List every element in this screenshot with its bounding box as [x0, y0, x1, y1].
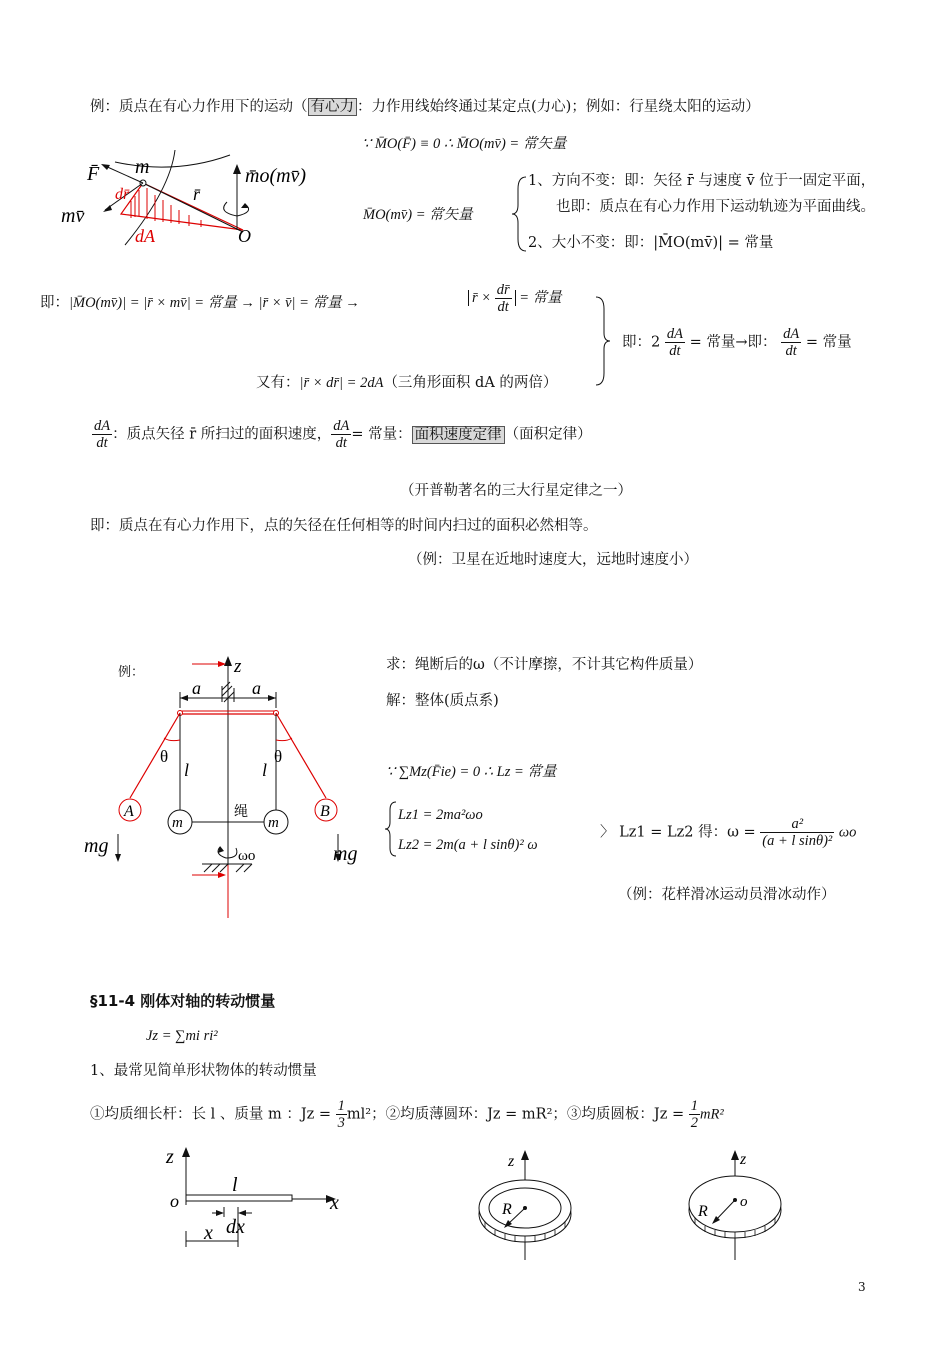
one-third-frac	[336, 1098, 347, 1131]
rod-text: ①均质细长杆：长 l 、质量 m ：Jz =	[90, 1106, 332, 1123]
case1-line2: 也即：质点在有心力作用下运动轨迹为平面曲线。	[556, 199, 875, 215]
one-third-den: 3	[337, 1115, 345, 1131]
dt-den-3: dt	[96, 435, 108, 451]
B-label: B	[320, 803, 330, 820]
example2-question: 求：绳断后的ω（不计摩擦，不计其它构件质量）	[386, 657, 703, 673]
a-right-label: a	[252, 678, 261, 698]
omega-label: ωo	[238, 848, 256, 864]
central-force-diagram	[55, 150, 355, 260]
area-law-note: （面积定律）	[504, 426, 592, 443]
derivation-line2	[256, 374, 557, 392]
intro-suffix: ：力作用线始终通过某定点(力心)；例如：行星绕太阳的运动）	[357, 99, 760, 115]
dA-label: dA	[135, 226, 155, 246]
dr-label: dr̄	[115, 186, 130, 203]
area-law-highlight: 面积速度定律	[412, 426, 505, 444]
dA-num-4: dA	[333, 418, 350, 434]
l-right-label: l	[262, 760, 268, 780]
youyou-prefix: 又有：	[256, 375, 300, 391]
disk-z-label: z	[740, 1151, 747, 1168]
triangle-note: （三角形面积 dA 的两倍）	[383, 375, 558, 391]
dt-den-1: dt	[669, 343, 681, 359]
central-force-highlight: 有心力	[308, 98, 358, 116]
example2-formula1: ∵ ∑Mz(F̄ie) = 0 ∴ Lz = 常量	[386, 764, 557, 780]
brace-lhs: M̄O(mv̄) = 常矢量	[363, 207, 473, 223]
example2-result	[600, 816, 856, 849]
rod-o-label: o	[170, 1191, 179, 1211]
disk-diagram	[680, 1148, 800, 1263]
magnitude-chain: |M̄O(mv̄)| = |r̄ × mv̄| = 常量 → |r̄ × v̄| = 常量 →	[69, 295, 360, 311]
omega-frac-num: a²	[760, 816, 834, 833]
disk-o-label: o	[740, 1194, 748, 1210]
rxdr-over-dt	[468, 282, 562, 315]
skating-note: （例：花样滑冰运动员滑冰动作）	[618, 887, 836, 903]
lz2-formula: Lz2 = 2m(a + l sinθ)² ω	[398, 837, 538, 853]
a-left-label: a	[192, 678, 201, 698]
section-title: §11-4 刚体对轴的转动惯量	[90, 992, 276, 1010]
case1-line1: 1、方向不变：即：矢径 r̄ 与速度 v̄ 位于一固定平面，	[528, 173, 876, 189]
satellite-note: （例：卫星在近地时速度大，远地时速度小）	[408, 552, 698, 568]
two-prefix: 即：2	[622, 334, 661, 351]
area-velocity-text: ：质点矢径 r̄ 所扫过的面积速度，	[112, 426, 332, 443]
equals-const: = 常量	[519, 289, 562, 306]
omega-frac	[760, 816, 834, 849]
rope-label: 绳	[234, 805, 248, 820]
l-left-label: l	[184, 760, 190, 780]
A-label: A	[124, 803, 134, 820]
dA-dt-frac-3	[92, 418, 112, 451]
dr-dt-frac	[495, 282, 512, 315]
ring-R-label: R	[502, 1201, 512, 1218]
theta-right-label: θ	[274, 747, 283, 766]
example2-label: 例：	[118, 665, 145, 680]
abs-rx-frac: r̄ × $\frac{dr̄}{dt}$	[468, 290, 516, 306]
left-brace	[510, 175, 530, 253]
dA-dt-frac-2	[781, 326, 801, 359]
area-law-line	[92, 418, 592, 451]
page-number: 3	[858, 1280, 866, 1294]
derivation-line1	[40, 294, 360, 312]
dr-num: dr̄	[496, 282, 510, 298]
const-end: = 常量	[805, 334, 852, 351]
lz-brace	[384, 800, 398, 858]
momentum-formula: ∵ M̄O(F̄) ≡ 0 ∴ M̄O(mv̄) = 常矢量	[362, 136, 567, 152]
mass-label: m	[135, 156, 150, 178]
momentum-label: mv̄	[61, 205, 85, 227]
one-half-den: 2	[690, 1115, 698, 1131]
rotating-frame-diagram	[80, 650, 375, 925]
one-half-frac	[689, 1098, 700, 1131]
jz-formula: Jz = ∑mi ri²	[146, 1028, 218, 1044]
dt-den: dt	[497, 299, 509, 315]
m-right-label: m	[268, 815, 279, 831]
angular-momentum-label: m̄o(mv̄)	[245, 165, 307, 187]
rod-dx-label: dx	[226, 1216, 245, 1238]
derivation-right	[622, 326, 852, 359]
dA-num-3: dA	[94, 418, 111, 434]
dA-num-2: dA	[783, 326, 800, 342]
ring-diagram	[470, 1148, 590, 1263]
ring-disk-text: ml²；②均质薄圆环：Jz = mR²；③均质圆板：Jz =	[346, 1106, 685, 1123]
dt-den-2: dt	[785, 343, 797, 359]
origin-label: O	[238, 226, 251, 246]
dA-dt-frac-4	[331, 418, 351, 451]
intro-prefix: 例：质点在有心力作用下的运动（	[90, 99, 308, 115]
one-third-num: 1	[337, 1098, 345, 1114]
equals-const-2: = 常量：	[351, 426, 412, 443]
case2: 2、大小不变：即：|M̄O(mv̄)| = 常量	[528, 235, 774, 251]
ring-z-label: z	[508, 1153, 515, 1170]
dA-dt-frac-1	[665, 326, 685, 359]
lz1-formula: Lz1 = 2ma²ωo	[398, 807, 483, 823]
mg-right-label: mg	[333, 843, 358, 865]
jishi-prefix: 即：	[40, 295, 69, 311]
m-left-label: m	[172, 815, 183, 831]
section-item1: 1、最常见简单形状物体的转动惯量	[90, 1063, 317, 1079]
example1-intro	[90, 98, 760, 116]
z-axis-label: z	[234, 656, 242, 677]
force-label: F̄	[87, 163, 100, 185]
mR2-text: mR²	[699, 1106, 724, 1123]
theta-left-label: θ	[160, 747, 169, 766]
dt-den-4: dt	[335, 435, 347, 451]
example2-solution: 解：整体(质点系)	[386, 693, 499, 709]
area-law-statement: 即：质点在有心力作用下，点的矢径在任何相等的时间内扫过的面积必然相等。	[90, 518, 598, 534]
rod-x-dim-label: x	[204, 1222, 213, 1244]
cross-equals-2dA: |r̄ × dr̄| = 2dA	[299, 375, 384, 391]
right-brace	[594, 295, 614, 387]
lz-equal-text: 〉 Lz1 = Lz2 得：ω =	[600, 824, 756, 841]
rod-x-axis-label: x	[330, 1192, 339, 1214]
one-half-num: 1	[690, 1098, 698, 1114]
rod-z-label: z	[166, 1146, 174, 1168]
rod-diagram	[160, 1145, 360, 1255]
const-arrow: = 常量→即：	[689, 334, 777, 351]
kepler-note: （开普勒著名的三大行星定律之一）	[400, 483, 632, 499]
rod-l-label: l	[232, 1174, 238, 1196]
omega-o: ωo	[838, 824, 857, 841]
disk-R-label: R	[698, 1203, 708, 1220]
dA-num-1: dA	[666, 326, 683, 342]
omega-frac-den: (a + l sinθ)²	[762, 833, 833, 849]
mg-left-label: mg	[84, 835, 109, 857]
shapes-line	[90, 1098, 724, 1131]
radius-label: r̄	[193, 184, 201, 204]
